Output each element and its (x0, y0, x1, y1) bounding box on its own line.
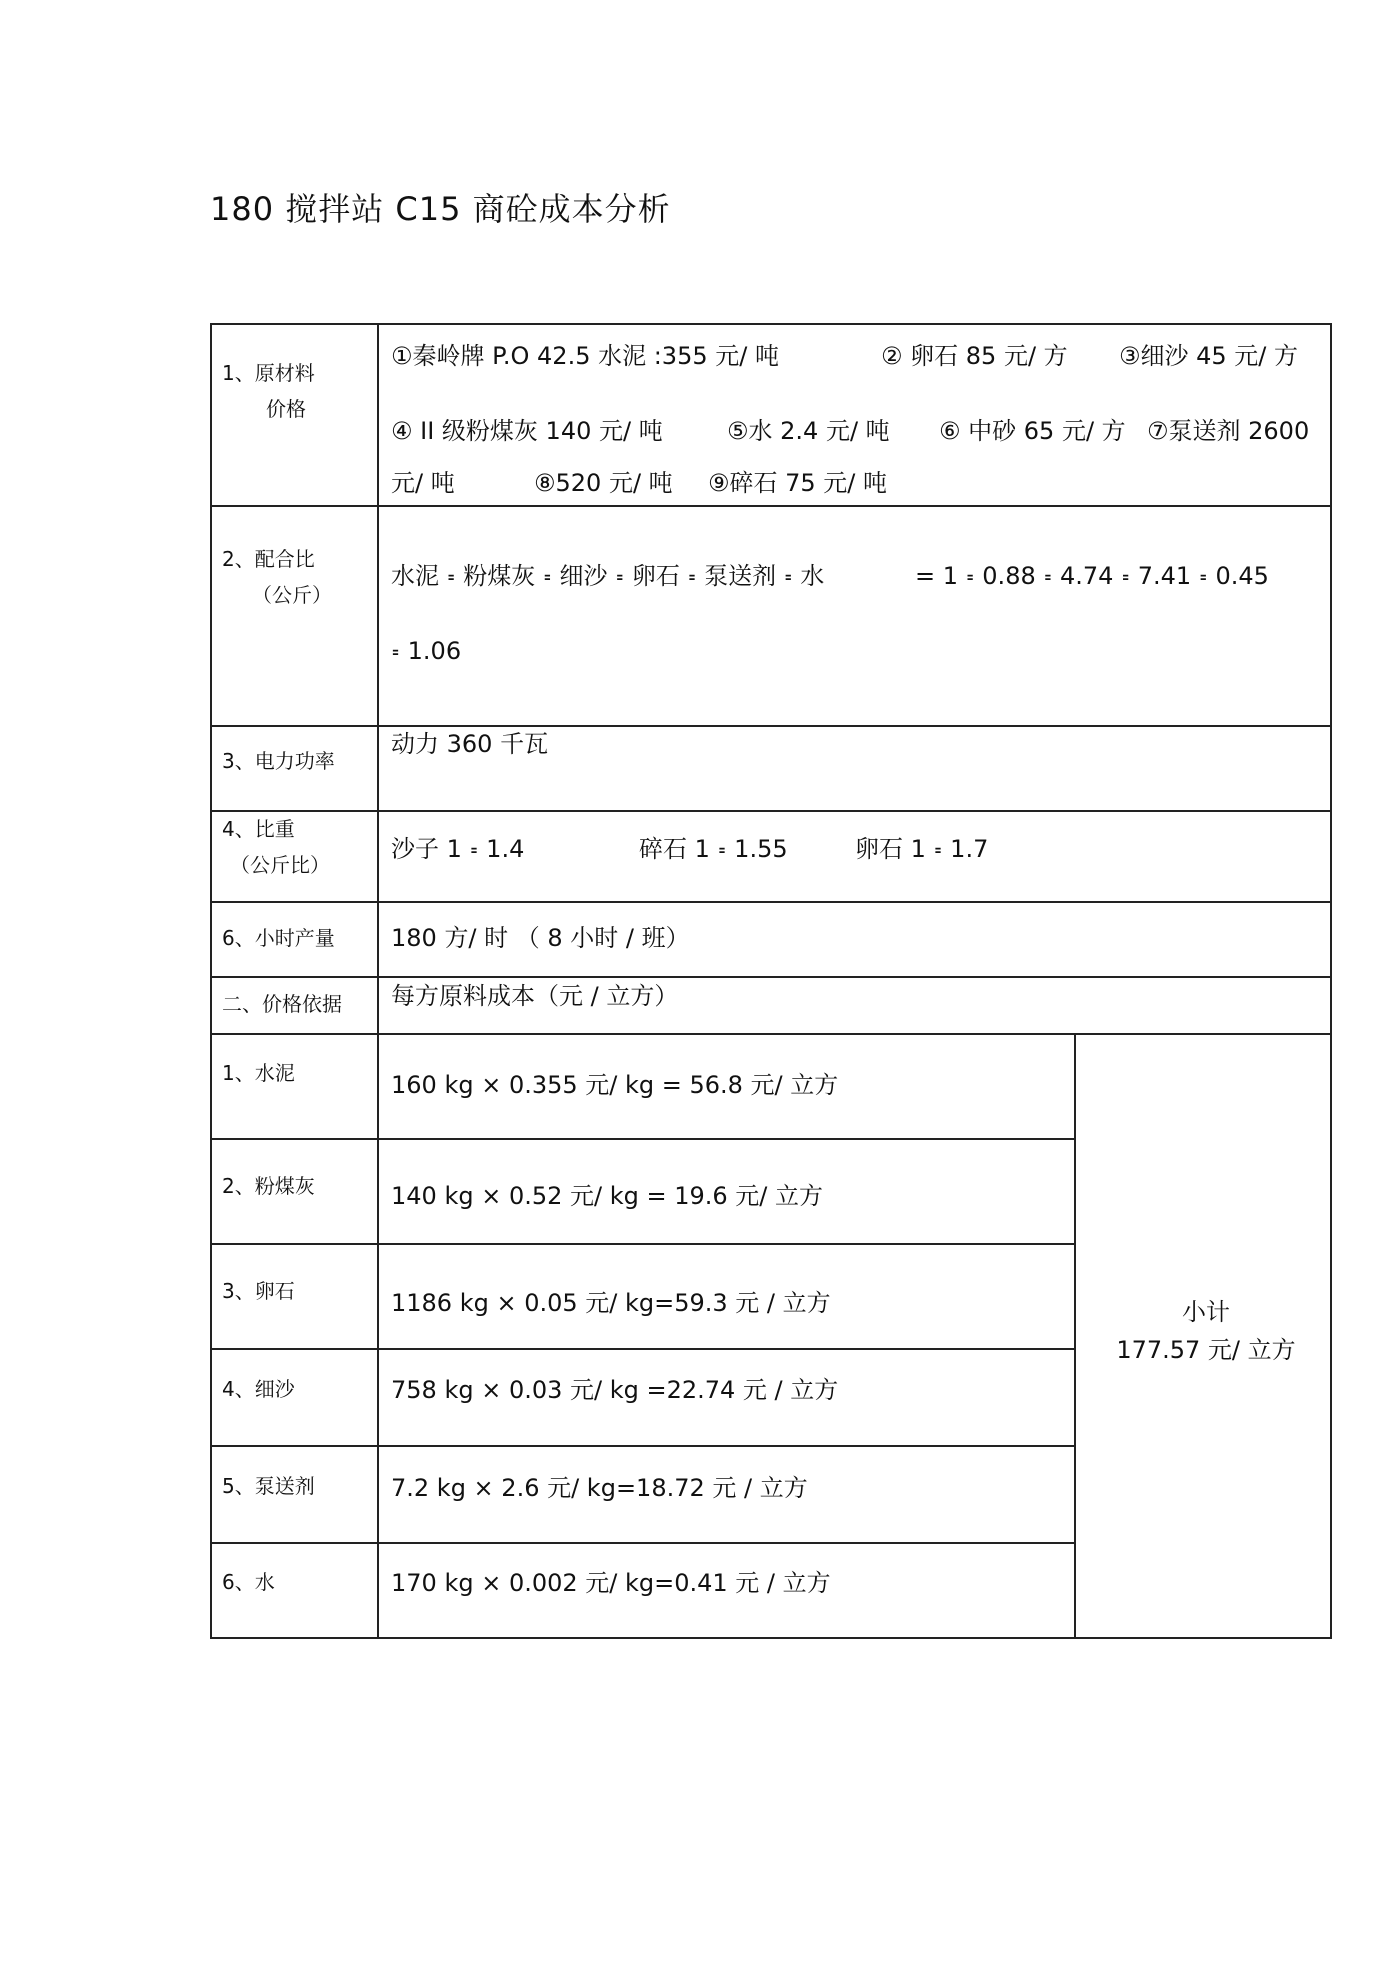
cost-item-formula: 170 kg × 0.002 元/ kg=0.41 元 / 立方 (391, 1569, 831, 1597)
cost-item-label: 4、细沙 (222, 1377, 295, 1401)
raw-price-line-2: ④ II 级粉煤灰 140 元/ 吨 ⑤水 2.4 元/ 吨 ⑥ 中砂 65 元/ 方 ⑦泵送剂 2600 (391, 417, 1310, 445)
price-basis-text: 每方原料成本（元 / 立方） (391, 982, 679, 1010)
row-divider (210, 1542, 1074, 1544)
cost-item-formula: 140 kg × 0.52 元/ kg = 19.6 元/ 立方 (391, 1182, 823, 1210)
subtotal-value: 177.57 元/ 立方 (1116, 1336, 1296, 1364)
table-border-left (210, 323, 212, 1639)
mix-ratio-label: 2、配合比 （公斤） (222, 547, 332, 607)
cost-item-label: 2、粉煤灰 (222, 1174, 315, 1198)
price-basis-label: 二、价格依据 (222, 992, 342, 1016)
raw-price-line-3: 元/ 吨 ⑧520 元/ 吨 ⑨碎石 75 元/ 吨 (391, 469, 888, 497)
raw-price-label: 1、原材料 价格 (222, 361, 315, 421)
density-values: 沙子 1 ꞊ 1.4 碎石 1 ꞊ 1.55 卵石 1 ꞊ 1.7 (391, 835, 989, 863)
subtotal-cell (1080, 1293, 1332, 1369)
row-divider (210, 1348, 1074, 1350)
row-divider (210, 1138, 1074, 1140)
cost-item-formula: 1186 kg × 0.05 元/ kg=59.3 元 / 立方 (391, 1289, 831, 1317)
subtotal-label: 小计 (1182, 1298, 1230, 1326)
hourly-output-label: 6、小时产量 (222, 926, 335, 950)
row-divider (210, 1243, 1074, 1245)
cost-item-label: 6、水 (222, 1570, 275, 1594)
hourly-output-text: 180 方/ 时 （ 8 小时 / 班） (391, 924, 690, 952)
raw-price-line-1: ①秦岭牌 P.O 42.5 水泥 :355 元/ 吨 ② 卵石 85 元/ 方 ③细沙 45 元/ 方 (391, 342, 1299, 370)
cost-item-formula: 160 kg × 0.355 元/ kg = 56.8 元/ 立方 (391, 1071, 839, 1099)
cost-item-formula: 758 kg × 0.03 元/ kg =22.74 元 / 立方 (391, 1376, 839, 1404)
table-border-right (1330, 323, 1332, 1639)
column-divider (1074, 1033, 1076, 1639)
cost-item-label: 5、泵送剂 (222, 1474, 315, 1498)
cost-item-label: 3、卵石 (222, 1279, 295, 1303)
cost-item-label: 1、水泥 (222, 1061, 295, 1085)
power-label: 3、电力功率 (222, 749, 335, 773)
column-divider (377, 323, 379, 1639)
density-label: 4、比重 （公斤比） (222, 817, 330, 877)
row-divider (210, 1445, 1074, 1447)
cost-item-formula: 7.2 kg × 2.6 元/ kg=18.72 元 / 立方 (391, 1474, 808, 1502)
mix-ratio-line-1: 水泥 ꞊ 粉煤灰 ꞊ 细沙 ꞊ 卵石 ꞊ 泵送剂 ꞊ 水 = 1 ꞊ 0.88 ꞊ 4.74 ꞊ 7.41 ꞊ 0.45 (391, 562, 1269, 590)
power-text: 动力 360 千瓦 (391, 730, 549, 758)
mix-ratio-line-2: ꞊ 1.06 (391, 637, 462, 665)
cost-analysis-table (210, 323, 1332, 1639)
page-title: 180 搅拌站 C15 商砼成本分析 (210, 190, 671, 228)
